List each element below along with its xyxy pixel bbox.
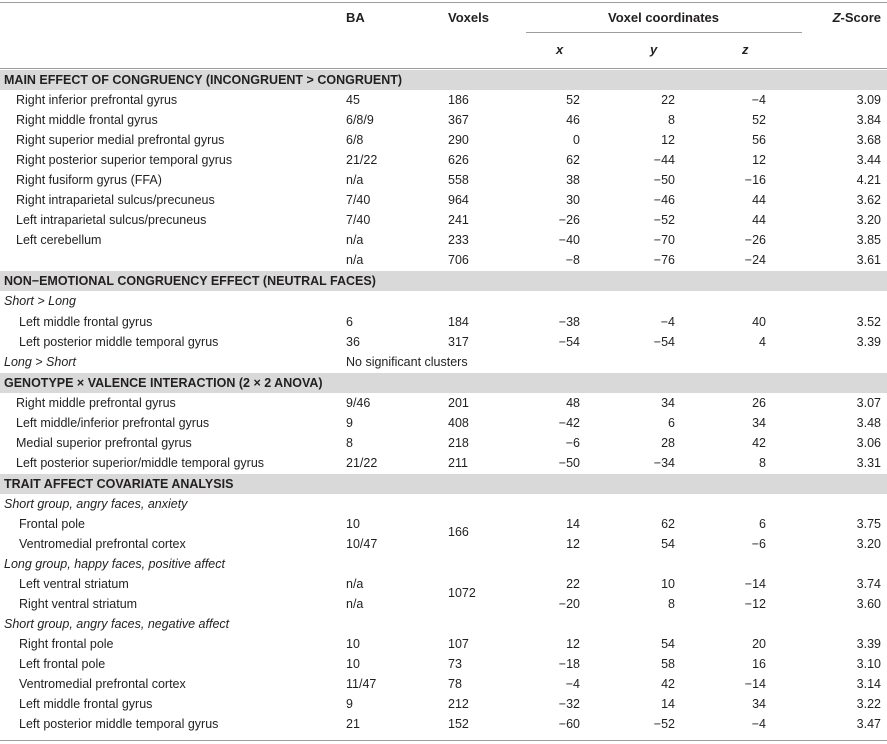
ba-cell: n/a: [346, 597, 364, 611]
region-cell: Left middle frontal gyrus: [19, 697, 153, 711]
y-cell: 22: [661, 93, 675, 107]
y-cell: 12: [661, 133, 675, 147]
voxels-cell: 212: [448, 697, 469, 711]
table-row: [0, 230, 887, 250]
voxels-cell: 241: [448, 213, 469, 227]
region-cell: Left intraparietal sulcus/precuneus: [16, 213, 207, 227]
x-cell: 48: [566, 396, 580, 410]
table-row: [0, 90, 887, 110]
region-cell: Left middle/inferior prefrontal gyrus: [16, 416, 210, 430]
subgroup-short: Short: [4, 294, 34, 308]
x-cell: 0: [573, 133, 580, 147]
col-header-voxel-coordinates: Voxel coordinates: [608, 10, 720, 25]
x-cell: 22: [566, 577, 580, 591]
zscore-cell: 3.10: [856, 657, 881, 671]
table-row: [0, 574, 887, 594]
x-cell: −26: [558, 213, 580, 227]
z-cell: 26: [752, 396, 766, 410]
table-row: [0, 312, 887, 332]
region-cell: Left posterior superior/middle temporal gyrus: [16, 456, 265, 470]
voxels-cell: 186: [448, 93, 469, 107]
x-cell: −42: [558, 416, 580, 430]
table-row: [0, 433, 887, 453]
table-bottom-rule: [0, 740, 887, 741]
voxels-cell: 201: [448, 396, 469, 410]
zscore-cell: 3.39: [856, 335, 881, 349]
y-cell: 14: [661, 697, 675, 711]
ba-cell: n/a: [346, 233, 364, 247]
ba-cell: 45: [346, 93, 360, 107]
x-cell: −54: [558, 335, 580, 349]
zscore-cell: 3.20: [856, 213, 881, 227]
voxels-cell: 290: [448, 133, 469, 147]
y-cell: 8: [668, 597, 675, 611]
z-cell: −14: [744, 577, 766, 591]
zscore-cell: 3.06: [856, 436, 881, 450]
ba-cell: 10/47: [346, 537, 378, 551]
table-row: [0, 210, 887, 230]
ba-cell: n/a: [346, 577, 364, 591]
x-cell: 62: [566, 153, 580, 167]
region-cell: Left middle frontal gyrus: [19, 315, 153, 329]
subgroup-long-short: Long > Short: [4, 355, 76, 369]
section-main-effect: [0, 70, 887, 90]
z-cell: 44: [752, 213, 766, 227]
ba-cell: 6/8: [346, 133, 364, 147]
voxels-cell: 78: [448, 677, 462, 691]
table-row: [0, 250, 887, 270]
x-cell: 14: [566, 517, 580, 531]
voxels-cell: 626: [448, 153, 469, 167]
x-cell: 30: [566, 193, 580, 207]
col-header-z: z: [742, 42, 749, 57]
y-cell: −52: [653, 717, 675, 731]
table-row: [0, 714, 887, 734]
table-row: [0, 654, 887, 674]
header-bottom-rule: [0, 68, 887, 69]
zscore-cell: 3.47: [856, 717, 881, 731]
ba-cell: n/a: [346, 173, 364, 187]
ba-cell: 9/46: [346, 396, 371, 410]
z-cell: 42: [752, 436, 766, 450]
z-cell: 40: [752, 315, 766, 329]
ba-cell: 6: [346, 315, 353, 329]
table-row: [0, 130, 887, 150]
table-row: [0, 190, 887, 210]
ba-cell: 10: [346, 637, 360, 651]
zscore-cell: 3.39: [856, 637, 881, 651]
zscore-cell: 3.62: [856, 193, 881, 207]
table-row: [0, 170, 887, 190]
x-cell: −50: [558, 456, 580, 470]
zscore-z: Z: [832, 10, 841, 25]
table-row: [0, 110, 887, 130]
y-cell: 8: [668, 113, 675, 127]
y-cell: −52: [653, 213, 675, 227]
y-cell: −70: [653, 233, 675, 247]
ba-cell: 8: [346, 436, 353, 450]
region-cell: Right middle frontal gyrus: [16, 113, 158, 127]
z-cell: −4: [751, 93, 766, 107]
voxels-cell: 233: [448, 233, 469, 247]
region-cell: Medial superior prefrontal gyrus: [16, 436, 192, 450]
zscore-cell: 3.60: [856, 597, 881, 611]
subgroup-long: Long: [48, 294, 76, 308]
x-cell: −18: [558, 657, 580, 671]
table-row: [0, 674, 887, 694]
zscore-cell: 3.68: [856, 133, 881, 147]
zscore-cell: 3.75: [856, 517, 881, 531]
section-non-emotional: [0, 271, 887, 291]
voxels-cell: 211: [448, 456, 468, 470]
x-cell: −60: [558, 717, 580, 731]
region-cell: Right frontal pole: [19, 637, 114, 651]
x-cell: −32: [558, 697, 580, 711]
zscore-rest: -Score: [840, 10, 881, 25]
section-title: GENOTYPE × VALENCE INTERACTION (2 × 2 ANOVA): [4, 376, 323, 390]
ba-cell: 36: [346, 335, 360, 349]
ba-cell: 21/22: [346, 456, 378, 470]
z-cell: −6: [751, 537, 766, 551]
z-cell: 44: [752, 193, 766, 207]
z-cell: 4: [759, 335, 766, 349]
coords-rule: [526, 32, 802, 33]
z-cell: 56: [752, 133, 766, 147]
x-cell: −4: [565, 677, 580, 691]
subgroup-gt: >: [33, 294, 49, 308]
col-header-voxels: Voxels: [448, 10, 489, 25]
voxels-cell: 73: [448, 657, 462, 671]
zscore-cell: 3.84: [856, 113, 881, 127]
y-cell: 42: [661, 677, 675, 691]
z-cell: 34: [752, 416, 766, 430]
zscore-cell: 3.74: [856, 577, 881, 591]
z-cell: 20: [752, 637, 766, 651]
y-cell: 58: [661, 657, 675, 671]
y-cell: −54: [653, 335, 675, 349]
no-clusters-note: No significant clusters: [346, 355, 468, 369]
z-cell: 8: [759, 456, 766, 470]
merged-voxels-cell: 1072: [448, 586, 476, 600]
y-cell: −34: [653, 456, 675, 470]
region-cell: Right posterior superior temporal gyrus: [16, 153, 233, 167]
table-row: [0, 453, 887, 473]
y-cell: −76: [653, 253, 675, 267]
table-row: [0, 413, 887, 433]
col-header-ba: BA: [346, 10, 365, 25]
region-cell: Right fusiform gyrus (FFA): [16, 173, 162, 187]
voxels-cell: 218: [448, 436, 469, 450]
x-cell: −20: [558, 597, 580, 611]
z-cell: −4: [751, 717, 766, 731]
x-cell: −38: [558, 315, 580, 329]
x-cell: −8: [565, 253, 580, 267]
z-cell: 16: [752, 657, 766, 671]
subgroup-label: Short group, angry faces, anxiety: [4, 497, 188, 511]
col-header-x: x: [556, 42, 564, 57]
region-cell: Left frontal pole: [19, 657, 106, 671]
region-cell: Frontal pole: [19, 517, 86, 531]
x-cell: −40: [558, 233, 580, 247]
section-title: TRAIT AFFECT COVARIATE ANALYSIS: [4, 477, 234, 491]
region-cell: Right superior medial prefrontal gyrus: [16, 133, 225, 147]
region-cell: Right middle prefrontal gyrus: [16, 396, 176, 410]
z-cell: 6: [759, 517, 766, 531]
voxels-cell: 964: [448, 193, 469, 207]
voxels-cell: 558: [448, 173, 469, 187]
section-title: NON−EMOTIONAL CONGRUENCY EFFECT (NEUTRAL FACES): [4, 274, 376, 288]
zscore-cell: 3.85: [856, 233, 881, 247]
table-row: [0, 534, 887, 554]
zscore-cell: 3.48: [856, 416, 881, 430]
ba-cell: 10: [346, 657, 360, 671]
col-header-zscore: [833, 10, 881, 25]
table-row: [0, 150, 887, 170]
zscore-cell: 3.09: [856, 93, 881, 107]
section-title: MAIN EFFECT OF CONGRUENCY (INCONGRUENT > CONGRUENT): [4, 73, 403, 87]
region-cell: Ventromedial prefrontal cortex: [19, 677, 186, 691]
zscore-cell: 3.14: [856, 677, 881, 691]
subgroup-label: Short group, angry faces, negative affect: [4, 617, 230, 631]
ba-cell: 10: [346, 517, 360, 531]
ba-cell: 9: [346, 697, 353, 711]
y-cell: 34: [661, 396, 675, 410]
table-row: [0, 694, 887, 714]
region-cell: Right inferior prefrontal gyrus: [16, 93, 178, 107]
table-row: [0, 352, 887, 372]
voxels-cell: 317: [448, 335, 469, 349]
y-cell: 6: [668, 416, 675, 430]
x-cell: −6: [565, 436, 580, 450]
table-row: [0, 514, 887, 534]
zscore-cell: 3.52: [856, 315, 881, 329]
ba-cell: 7/40: [346, 213, 371, 227]
ba-cell: 6/8/9: [346, 113, 374, 127]
zscore-cell: 3.61: [856, 253, 881, 267]
region-cell: Left ventral striatum: [19, 577, 129, 591]
z-cell: 52: [752, 113, 766, 127]
z-cell: −26: [744, 233, 766, 247]
x-cell: 12: [566, 537, 580, 551]
region-cell: Right ventral striatum: [19, 597, 138, 611]
zscore-cell: 3.31: [856, 456, 881, 470]
y-cell: 54: [661, 537, 675, 551]
zscore-cell: 3.07: [856, 396, 881, 410]
y-cell: 10: [661, 577, 675, 591]
y-cell: 62: [661, 517, 675, 531]
ba-cell: 21: [346, 717, 360, 731]
zscore-cell: 3.20: [856, 537, 881, 551]
voxels-cell: 408: [448, 416, 469, 430]
y-cell: −4: [660, 315, 675, 329]
table-top-rule: [0, 2, 887, 3]
z-cell: −24: [744, 253, 766, 267]
y-cell: 28: [661, 436, 675, 450]
table-row: [0, 594, 887, 614]
z-cell: 12: [752, 153, 766, 167]
z-cell: −14: [744, 677, 766, 691]
z-cell: −12: [744, 597, 766, 611]
table-row: [0, 393, 887, 413]
ba-cell: 9: [346, 416, 353, 430]
zscore-cell: 3.22: [856, 697, 881, 711]
region-cell: Left cerebellum: [16, 233, 102, 247]
section-genotype-valence: [0, 373, 887, 393]
table-row: [0, 332, 887, 352]
region-cell: Right intraparietal sulcus/precuneus: [16, 193, 215, 207]
y-cell: −44: [653, 153, 675, 167]
voxels-cell: 706: [448, 253, 469, 267]
x-cell: 46: [566, 113, 580, 127]
region-cell: Ventromedial prefrontal cortex: [19, 537, 186, 551]
voxels-cell: 152: [448, 717, 469, 731]
ba-cell: 7/40: [346, 193, 371, 207]
y-cell: 54: [661, 637, 675, 651]
zscore-cell: 3.44: [856, 153, 881, 167]
voxels-cell: 367: [448, 113, 469, 127]
ba-cell: n/a: [346, 253, 364, 267]
x-cell: 38: [566, 173, 580, 187]
section-trait-affect: [0, 474, 887, 494]
z-cell: −16: [744, 173, 766, 187]
voxels-cell: 107: [448, 637, 469, 651]
voxels-cell: 184: [448, 315, 469, 329]
subgroup-short-long: [4, 294, 76, 308]
table-row: [0, 634, 887, 654]
z-cell: 34: [752, 697, 766, 711]
x-cell: 12: [566, 637, 580, 651]
col-header-y: y: [650, 42, 658, 57]
merged-voxels-cell: 166: [448, 525, 469, 539]
y-cell: −50: [653, 173, 675, 187]
zscore-cell: 4.21: [856, 173, 881, 187]
region-cell: Left posterior middle temporal gyrus: [19, 717, 219, 731]
subgroup-label: Long group, happy faces, positive affect: [4, 557, 225, 571]
x-cell: 52: [566, 93, 580, 107]
ba-cell: 21/22: [346, 153, 378, 167]
y-cell: −46: [653, 193, 675, 207]
ba-cell: 11/47: [346, 677, 377, 691]
region-cell: Left posterior middle temporal gyrus: [19, 335, 219, 349]
